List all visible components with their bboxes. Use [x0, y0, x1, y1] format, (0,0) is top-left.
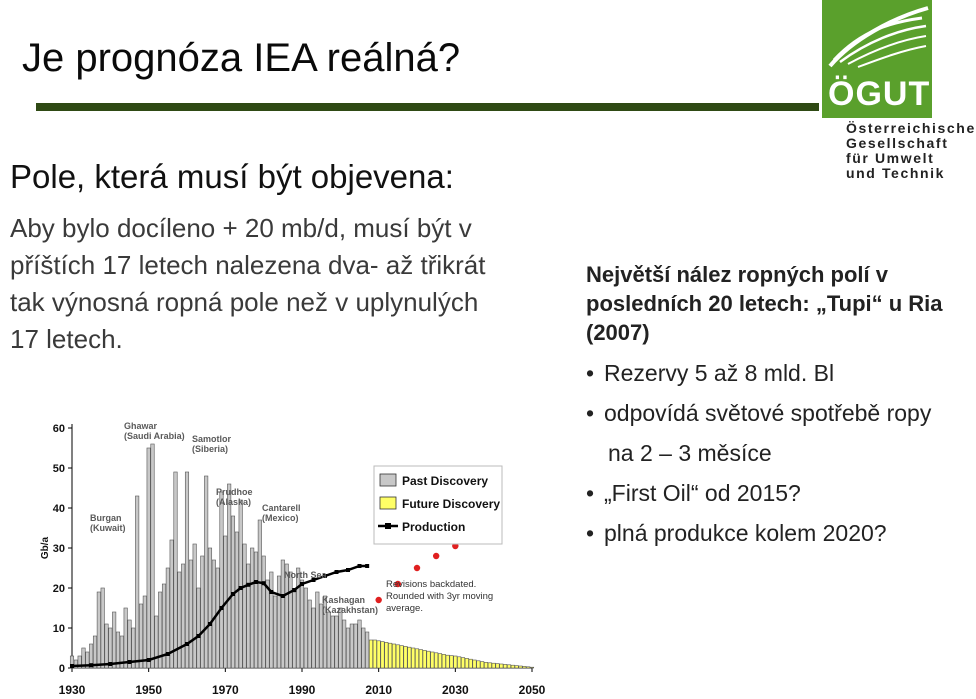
discovery-bar	[408, 647, 411, 668]
discovery-bar	[174, 472, 177, 668]
revision-point	[433, 553, 439, 559]
production-point	[89, 663, 93, 667]
x-tick-label: 2050	[518, 683, 546, 697]
production-point	[231, 592, 235, 596]
field-annotation-sub: (Alaska)	[216, 497, 252, 507]
logo-text	[846, 121, 976, 181]
heading-line: (2007)	[586, 320, 650, 345]
discovery-bar	[135, 496, 138, 668]
discovery-bar	[208, 548, 211, 668]
discovery-bar	[250, 548, 253, 668]
production-point	[166, 652, 170, 656]
discovery-bar	[507, 665, 510, 668]
chart-note: Revisions backdated.	[386, 579, 477, 590]
discovery-bar	[446, 655, 449, 668]
discovery-bar	[339, 608, 342, 668]
discovery-bar	[342, 620, 345, 668]
discovery-bar	[139, 604, 142, 668]
discovery-bar	[327, 612, 330, 668]
chart-note: average.	[386, 603, 423, 614]
field-annotation-sub: (Saudi Arabia)	[124, 431, 185, 441]
tupi-heading	[586, 260, 958, 347]
discovery-bar	[354, 624, 357, 668]
discovery-bar	[515, 666, 518, 668]
discovery-bar	[266, 580, 269, 668]
field-annotation: Ghawar	[124, 421, 158, 431]
discovery-bar	[185, 472, 188, 668]
production-point	[281, 594, 285, 598]
y-tick-label: 10	[52, 623, 65, 635]
discovery-bar	[388, 643, 391, 668]
discovery-bar	[197, 588, 200, 668]
discovery-bar	[331, 616, 334, 668]
discovery-bar	[469, 659, 472, 668]
discovery-bar	[415, 649, 418, 668]
discovery-bar	[216, 568, 219, 668]
discovery-bar	[369, 640, 372, 668]
discovery-bar	[212, 560, 215, 668]
discovery-bar	[312, 608, 315, 668]
logo-tile	[822, 0, 932, 118]
discovery-bar	[316, 592, 319, 668]
title-underline	[36, 103, 819, 111]
discovery-bar	[530, 667, 533, 668]
discovery-bar	[235, 532, 238, 668]
discovery-bar	[404, 646, 407, 668]
field-annotation: Prudhoe	[216, 487, 253, 497]
bullet-item	[586, 473, 958, 513]
discovery-bar	[396, 645, 399, 668]
discovery-bar	[385, 642, 388, 668]
discovery-bar	[484, 662, 487, 668]
logo-line: für Umwelt	[846, 150, 935, 166]
production-point	[300, 582, 304, 586]
y-axis-label: Gb/a	[40, 536, 51, 560]
discovery-bar	[431, 652, 434, 668]
leaf-icon	[822, 0, 932, 75]
discovery-bar	[304, 588, 307, 668]
bullet-text: „First Oil“ od 2015?	[604, 480, 801, 506]
discovery-bar	[258, 520, 261, 668]
tupi-panel	[586, 260, 958, 553]
y-tick-label: 50	[52, 463, 65, 475]
discovery-bar	[496, 664, 499, 668]
paragraph-line: příštích 17 letech nalezena dva- až třikrát	[10, 250, 486, 280]
revision-point	[375, 597, 381, 603]
paragraph-line: tak výnosná ropná pole než v uplynulých	[10, 287, 479, 317]
discovery-bar	[473, 660, 476, 668]
production-point	[147, 658, 151, 662]
discovery-bar	[293, 592, 296, 668]
discovery-bar	[243, 544, 246, 668]
bullet-icon: •	[586, 520, 595, 546]
production-point	[220, 606, 224, 610]
discovery-bar	[365, 632, 368, 668]
x-tick-label: 1990	[288, 683, 316, 697]
discovery-bar	[151, 444, 154, 668]
discovery-bar	[277, 576, 280, 668]
discovery-bar	[112, 612, 115, 668]
discovery-bar	[362, 628, 365, 668]
discovery-bar	[300, 580, 303, 668]
discovery-bar	[97, 592, 100, 668]
production-point	[239, 586, 243, 590]
discovery-bar	[335, 616, 338, 668]
discovery-bar	[423, 650, 426, 668]
discovery-bar	[101, 588, 104, 668]
revision-point	[414, 565, 420, 571]
y-tick-label: 40	[52, 503, 65, 515]
logo-name: ÖGUT	[828, 75, 931, 113]
discovery-bar	[155, 616, 158, 668]
discovery-bar	[193, 544, 196, 668]
production-point	[292, 588, 296, 592]
discovery-bar	[204, 476, 207, 668]
bullet-icon: •	[586, 360, 595, 386]
bullet-item	[586, 513, 958, 553]
discovery-bar	[419, 650, 422, 668]
production-point	[128, 660, 132, 664]
discovery-bar	[143, 596, 146, 668]
y-tick-label: 0	[58, 663, 65, 675]
field-annotation: Cantarell	[262, 503, 301, 513]
y-tick-label: 20	[52, 583, 65, 595]
discovery-bar	[296, 568, 299, 668]
discovery-bar	[147, 448, 150, 668]
field-annotation-sub: (Kazakhstan)	[322, 605, 379, 615]
discovery-bar	[503, 664, 506, 668]
field-annotation: Kashagan	[322, 595, 366, 605]
discovery-bar	[181, 564, 184, 668]
section-subtitle: Pole, která musí být objevena:	[10, 158, 454, 195]
field-annotation-sub: (Kuwait)	[90, 523, 126, 533]
legend-label: Past Discovery	[402, 474, 489, 488]
discovery-bar	[465, 658, 468, 668]
bullet-icon: •	[586, 400, 595, 426]
discovery-bar	[434, 653, 437, 668]
production-point	[254, 580, 258, 584]
field-annotation-sub: (Siberia)	[192, 444, 229, 454]
body-paragraph	[10, 210, 530, 358]
legend-label: Production	[402, 520, 466, 534]
production-point	[262, 581, 266, 585]
discovery-bar	[239, 500, 242, 668]
discovery-bar	[461, 658, 464, 668]
discovery-bar	[500, 664, 503, 668]
bullet-text: na 2 – 3 měsíce	[608, 440, 772, 466]
production-point	[246, 583, 250, 587]
discovery-bar	[273, 596, 276, 668]
logo-line: Gesellschaft	[846, 135, 949, 151]
discovery-bar	[124, 608, 127, 668]
field-annotation-sub: (Mexico)	[262, 513, 299, 523]
production-point	[358, 564, 362, 568]
discovery-bar	[308, 600, 311, 668]
production-point	[346, 568, 350, 572]
slide-title: Je prognóza IEA reálná?	[22, 36, 461, 80]
bullet-item	[586, 393, 958, 433]
oegut-logo	[822, 0, 976, 190]
discovery-bar	[392, 644, 395, 668]
production-point	[365, 564, 369, 568]
discovery-bar	[270, 572, 273, 668]
discovery-bar	[411, 648, 414, 668]
discovery-bar	[526, 667, 529, 668]
discovery-bar	[170, 540, 173, 668]
production-point	[70, 664, 74, 668]
field-annotation: North Sea	[284, 570, 327, 580]
legend-marker	[385, 523, 391, 529]
discovery-bar	[350, 624, 353, 668]
production-point	[185, 642, 189, 646]
bullet-text: odpovídá světové spotřebě ropy	[604, 400, 932, 426]
y-tick-label: 60	[52, 423, 65, 435]
discovery-bar	[381, 642, 384, 668]
discovery-bar	[201, 556, 204, 668]
discovery-bar	[457, 657, 460, 668]
bullet-list	[586, 353, 958, 553]
legend-label: Future Discovery	[402, 497, 501, 511]
discovery-bar	[262, 556, 265, 668]
x-tick-label: 1930	[58, 683, 86, 697]
discovery-bar	[450, 656, 453, 668]
bullet-continuation	[586, 433, 958, 473]
bullet-icon: •	[586, 480, 595, 506]
discovery-bar	[377, 641, 380, 668]
logo-line: Österreichische	[846, 120, 976, 136]
x-tick-label: 1950	[135, 683, 163, 697]
discovery-bar	[488, 663, 491, 668]
discovery-production-chart	[38, 418, 550, 699]
bullet-item	[586, 353, 958, 393]
x-tick-label: 2010	[365, 683, 393, 697]
discovery-bar	[93, 636, 96, 668]
production-point	[197, 634, 201, 638]
discovery-bar	[442, 654, 445, 668]
paragraph-line: Aby bylo docíleno + 20 mb/d, musí být v	[10, 213, 472, 243]
discovery-bar	[178, 572, 181, 668]
chart-note: Rounded with 3yr moving	[386, 591, 494, 602]
heading-line: Největší nález ropných polí v	[586, 262, 888, 287]
discovery-bar	[189, 560, 192, 668]
discovery-bar	[427, 651, 430, 668]
discovery-bar	[254, 552, 257, 668]
heading-line: posledních 20 letech: „Tupi“ u Ria	[586, 291, 943, 316]
discovery-bar	[227, 484, 230, 668]
bullet-text: plná produkce kolem 2020?	[604, 520, 887, 546]
discovery-bar	[289, 572, 292, 668]
discovery-bar	[358, 620, 361, 668]
field-annotation: Burgan	[90, 513, 122, 523]
production-point	[108, 662, 112, 666]
discovery-bar	[247, 564, 250, 668]
x-tick-label: 2030	[441, 683, 469, 697]
legend-swatch	[380, 497, 396, 509]
discovery-bar	[220, 492, 223, 668]
production-point	[335, 570, 339, 574]
discovery-bar	[105, 624, 108, 668]
legend-swatch	[380, 474, 396, 486]
discovery-bar	[373, 640, 376, 668]
bullet-text: Rezervy 5 až 8 mld. Bl	[604, 360, 835, 386]
x-tick-label: 1970	[211, 683, 239, 697]
field-annotation: Samotlor	[192, 434, 232, 444]
discovery-bar	[523, 666, 526, 668]
discovery-bar	[346, 628, 349, 668]
discovery-bar	[511, 665, 514, 668]
production-point	[269, 590, 273, 594]
discovery-bar	[477, 661, 480, 668]
discovery-bar	[519, 666, 522, 668]
production-point	[208, 622, 212, 626]
discovery-bar	[438, 654, 441, 668]
discovery-bar	[454, 656, 457, 668]
paragraph-line: 17 letech.	[10, 324, 123, 354]
logo-line: und Technik	[846, 165, 946, 181]
discovery-bar	[492, 663, 495, 668]
discovery-bar	[400, 646, 403, 668]
y-tick-label: 30	[52, 543, 65, 555]
discovery-bar	[480, 662, 483, 668]
